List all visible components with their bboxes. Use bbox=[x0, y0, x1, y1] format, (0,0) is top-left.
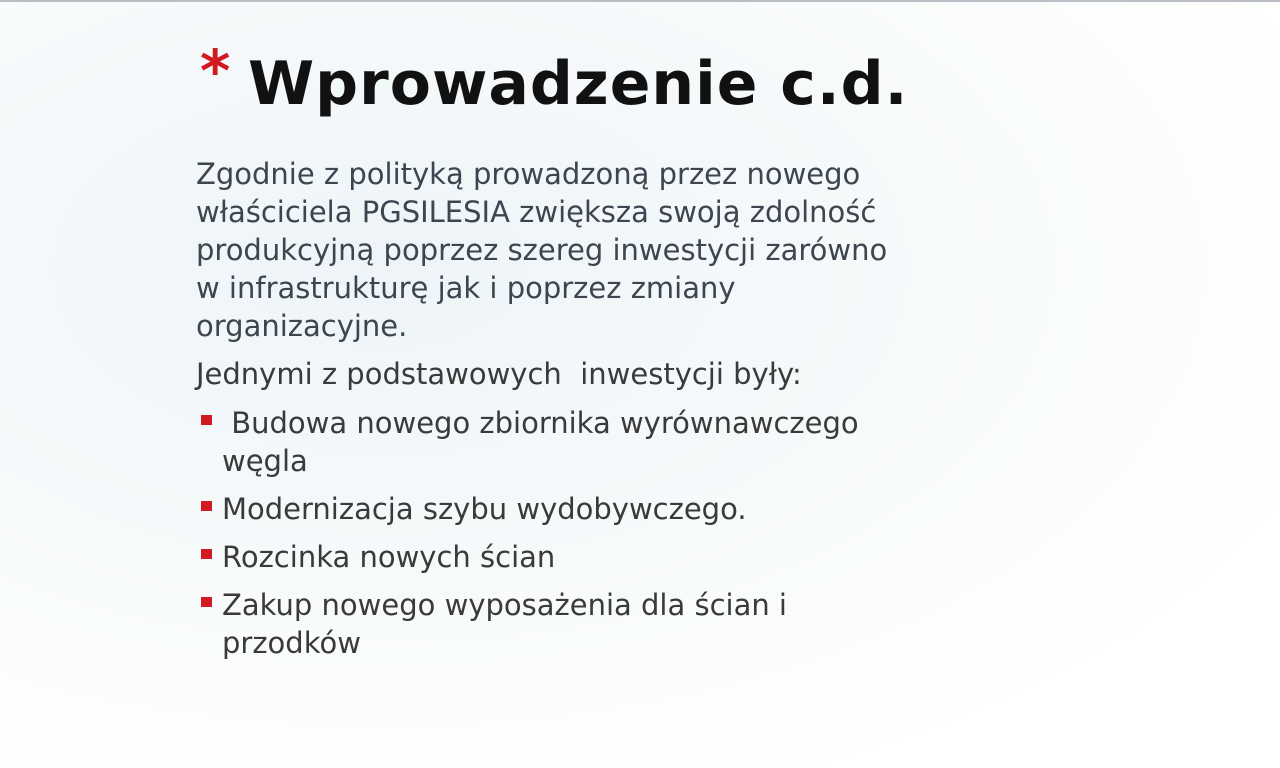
intro-line: produkcyjną poprzez szereg inwestycji zarówno bbox=[196, 233, 888, 267]
title-text: Wprowadzenie c.d. bbox=[248, 49, 909, 119]
list-item-line: Rozcinka nowych ścian bbox=[222, 540, 556, 574]
list-item bbox=[196, 586, 1096, 662]
list-item-line: węgla bbox=[222, 444, 308, 478]
intro-paragraph bbox=[196, 155, 1076, 345]
red-square-bullet-icon bbox=[201, 501, 212, 511]
title-asterisk-icon: * bbox=[200, 37, 231, 105]
list-item-line: Zakup nowego wyposażenia dla ścian i bbox=[222, 588, 787, 622]
investments-lead-text: Jednymi z podstawowych inwestycji były: bbox=[196, 357, 802, 391]
intro-line: w infrastrukturę jak i poprzez zmiany bbox=[196, 271, 736, 305]
intro-line: Zgodnie z polityką prowadzoną przez nowego bbox=[196, 157, 861, 191]
investments-list bbox=[196, 404, 1096, 672]
list-item bbox=[196, 538, 1096, 576]
intro-line: organizacyjne. bbox=[196, 309, 408, 343]
list-item-line: Modernizacja szybu wydobywczego. bbox=[222, 492, 747, 526]
red-square-bullet-icon bbox=[201, 549, 212, 559]
red-square-bullet-icon bbox=[201, 415, 212, 425]
list-item bbox=[196, 404, 1096, 480]
intro-line: właściciela PGSILESIA zwiększa swoją zdolność bbox=[196, 195, 877, 229]
list-item-line: Budowa nowego zbiornika wyrównawczego bbox=[222, 406, 859, 440]
list-item-line: przodków bbox=[222, 626, 361, 660]
list-item bbox=[196, 490, 1096, 528]
red-square-bullet-icon bbox=[201, 597, 212, 607]
